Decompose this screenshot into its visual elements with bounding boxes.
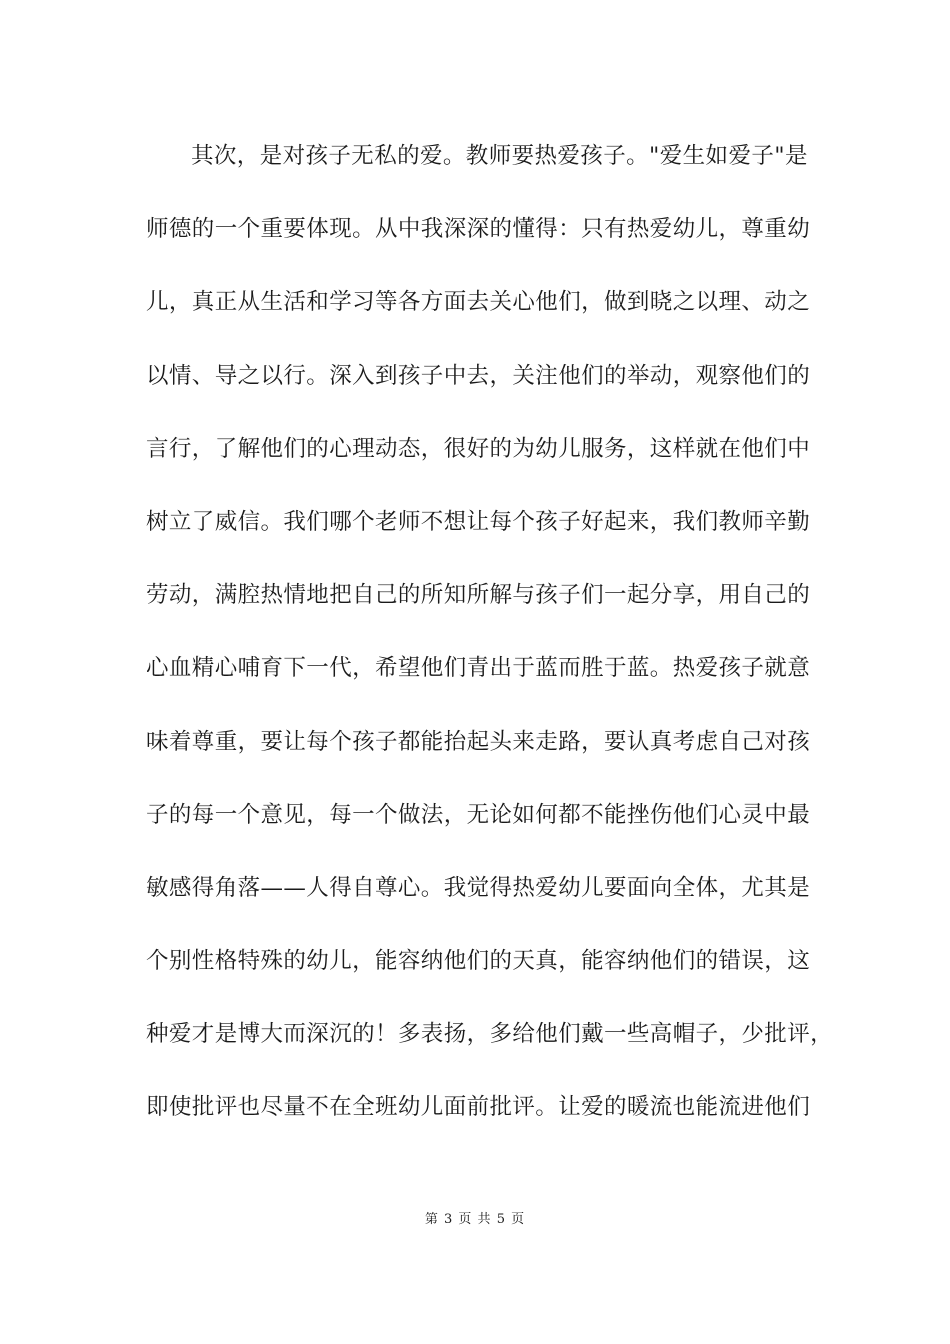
page-number: 第 3 页 共 5 页 [424,1212,526,1227]
paragraph-line: 子的每一个意见，每一个做法，无论如何都不能挫伤他们心灵中最 [146,801,811,828]
paragraph-line: 即使批评也尽量不在全班幼儿面前批评。让爱的暖流也能流进他们 [146,1094,811,1121]
paragraph-line: 师德的一个重要体现。从中我深深的懂得：只有热爱幼儿，尊重幼 [146,216,811,243]
paragraph-line: 心血精心哺育下一代，希望他们青出于蓝而胜于蓝。热爱孩子就意 [146,655,811,682]
paragraph-line: 儿，真正从生活和学习等各方面去关心他们，做到晓之以理、动之 [146,289,811,316]
page-footer [0,1208,950,1227]
paragraph-line: 以情、导之以行。深入到孩子中去，关注他们的举动，观察他们的 [146,362,811,389]
paragraph-line: 劳动，满腔热情地把自己的所知所解与孩子们一起分享，用自己的 [146,582,811,609]
paragraph-line: 个别性格特殊的幼儿，能容纳他们的天真，能容纳他们的错误，这 [146,948,811,975]
paragraph-line: 种爱才是博大而深沉的！多表扬，多给他们戴一些高帽子，少批评， [146,1021,834,1048]
paragraph-line: 言行，了解他们的心理动态，很好的为幼儿服务，这样就在他们中 [146,435,811,462]
paragraph [146,136,846,1161]
paragraph-line: 敏感得角落——人得自尊心。我觉得热爱幼儿要面向全体，尤其是 [146,874,811,901]
paragraph-line: 味着尊重，要让每个孩子都能抬起头来走路，要认真考虑自己对孩 [146,728,811,755]
paragraph-line: 其次，是对孩子无私的爱。教师要热爱孩子。"爱生如爱子"是 [191,143,808,169]
paragraph-line: 树立了威信。我们哪个老师不想让每个孩子好起来，我们教师辛勤 [146,508,811,535]
